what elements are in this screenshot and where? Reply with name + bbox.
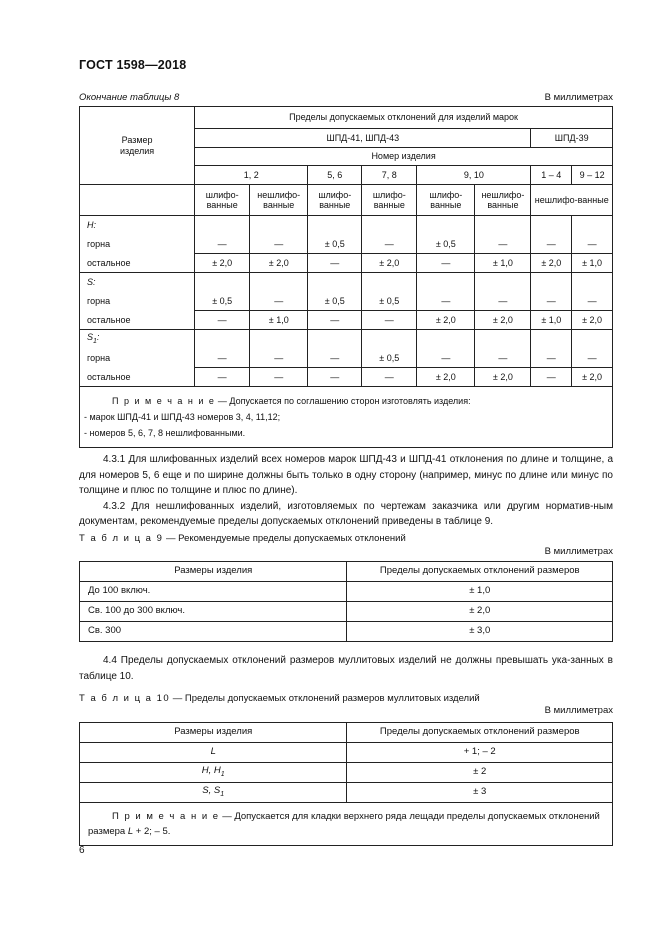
value-cell: — (531, 368, 572, 387)
table9-size: Св. 300 (80, 622, 347, 642)
value-cell: — (362, 235, 417, 254)
table-8 (79, 106, 613, 448)
table10-size: L (80, 743, 347, 763)
table9-size: До 100 включ. (80, 582, 347, 602)
value-cell: ± 2,0 (195, 254, 250, 273)
number-header: Номер изделия (195, 148, 613, 166)
value-cell: ± 2,0 (417, 368, 475, 387)
value-cell: — (195, 349, 250, 368)
value-cell: ± 1,0 (475, 254, 531, 273)
value-cell: ± 2,0 (475, 368, 531, 387)
value-cell: ± 1,0 (250, 311, 308, 330)
row-label: остальное (80, 254, 195, 273)
table8-unit: В миллиметрах (544, 92, 613, 103)
value-cell: — (195, 368, 250, 387)
value-cell: — (308, 311, 362, 330)
value-cell: — (250, 235, 308, 254)
value-cell: — (362, 368, 417, 387)
table8-caption: Окончание таблицы 8 (79, 92, 180, 103)
table9-unit: В миллиметрах (544, 546, 613, 557)
value-cell: ± 2,0 (475, 311, 531, 330)
paragraph-4-4: 4.4 Пределы допускаемых отклонений размеров муллитовых изделий не должны превышать ука-занных в таблице 10. (79, 655, 613, 682)
value-cell: — (250, 368, 308, 387)
table10-col1-header: Размеры изделия (80, 723, 347, 743)
table10-caption: Т а б л и ц а 10 — Пределы допускаемых отклонений размеров муллитовых изделий (79, 693, 480, 704)
value-cell: — (475, 349, 531, 368)
table9-limit: ± 1,0 (347, 582, 613, 602)
unground-header: нешлифо-ванные (250, 185, 308, 216)
note-text: — Допускается по соглашению сторон изготовлять изделия: (215, 396, 471, 406)
value-cell: — (531, 235, 572, 254)
table10-size: S, $S_1$ (80, 783, 347, 803)
value-cell: — (417, 254, 475, 273)
page-number: 6 (79, 845, 85, 856)
brand-a-header: ШПД-41, ШПД-43 (195, 129, 531, 148)
row-label: остальное (80, 311, 195, 330)
table-10 (79, 722, 613, 846)
value-cell: — (531, 292, 572, 311)
value-cell: ± 0,5 (308, 292, 362, 311)
value-cell: ± 0,5 (362, 349, 417, 368)
table8-note (80, 387, 613, 448)
paragraph-4-3 (79, 452, 613, 530)
table10-note: П р и м е ч а н и е — Допускается для кладки верхнего ряда лещади пределы допускаемых отклонений размера L + 2; – 5. (80, 803, 613, 846)
table10-size: H, $H_1$ (80, 763, 347, 783)
note-item: - марок ШПД-41 и ШПД-43 номеров 3, 4, 11,12; (84, 412, 281, 422)
value-cell: — (362, 311, 417, 330)
value-cell: — (531, 349, 572, 368)
number-1-4: 1 – 4 (531, 166, 572, 185)
table9-col1-header: Размеры изделия (80, 562, 347, 582)
limits-header: Пределы допускаемых отклонений для изделий марок (195, 107, 613, 129)
row-label: остальное (80, 368, 195, 387)
note-head: П р и м е ч а н и е (112, 396, 216, 406)
value-cell: — (308, 254, 362, 273)
unground-header: нешлифо-ванные (475, 185, 531, 216)
value-cell: — (250, 292, 308, 311)
group-label: H: (80, 216, 195, 235)
value-cell: — (308, 368, 362, 387)
value-cell: — (475, 235, 531, 254)
size-header: Размер изделия (80, 107, 195, 185)
table10-limit: ± 2 (347, 763, 613, 783)
table9-col2-header: Пределы допускаемых отклонений размеров (347, 562, 613, 582)
table10-limit: ± 3 (347, 783, 613, 803)
paragraph-4-3-2: 4.3.2 Для нешлифованных изделий, изготовляемых по чертежам заказчика или другим норматив-ным документам, рекомендуемые пределы допускаемых отклонений приведены в таблице 9. (79, 500, 613, 527)
value-cell: ± 0,5 (417, 235, 475, 254)
document-header: ГОСТ 1598—2018 (79, 58, 187, 72)
value-cell: ± 0,5 (308, 235, 362, 254)
row-label: горна (80, 235, 195, 254)
value-cell: ± 0,5 (195, 292, 250, 311)
value-cell: — (572, 292, 613, 311)
table9-size: Св. 100 до 300 включ. (80, 602, 347, 622)
number-5-6: 5, 6 (308, 166, 362, 185)
table-9 (79, 561, 613, 642)
value-cell: ± 2,0 (417, 311, 475, 330)
value-cell: ± 2,0 (362, 254, 417, 273)
table9-limit: ± 2,0 (347, 602, 613, 622)
value-cell: — (417, 349, 475, 368)
value-cell: — (308, 349, 362, 368)
number-9-12: 9 – 12 (572, 166, 613, 185)
unground-header: нешлифо-ванные (531, 185, 613, 216)
number-1-2: 1, 2 (195, 166, 308, 185)
ground-header: шлифо-ванные (362, 185, 417, 216)
value-cell: ± 1,0 (531, 311, 572, 330)
number-7-8: 7, 8 (362, 166, 417, 185)
ground-header: шлифо-ванные (417, 185, 475, 216)
ground-header: шлифо-ванные (308, 185, 362, 216)
value-cell: — (572, 235, 613, 254)
table9-caption: Т а б л и ц а 9 — Рекомендуемые пределы допускаемых отклонений (79, 533, 406, 544)
value-cell: ± 2,0 (250, 254, 308, 273)
row-label: горна (80, 349, 195, 368)
value-cell: ± 2,0 (531, 254, 572, 273)
group-label: $S_1$: (80, 330, 195, 349)
value-cell: ± 0,5 (362, 292, 417, 311)
group-label: S: (80, 273, 195, 292)
value-cell: ± 2,0 (572, 368, 613, 387)
value-cell: — (417, 292, 475, 311)
brand-b-header: ШПД-39 (531, 129, 613, 148)
table10-unit: В миллиметрах (544, 705, 613, 716)
note-item: - номеров 5, 6, 7, 8 нешлифованными. (84, 428, 246, 438)
row-label: горна (80, 292, 195, 311)
value-cell: — (475, 292, 531, 311)
table10-limit: + 1; – 2 (347, 743, 613, 763)
ground-header: шлифо-ванные (195, 185, 250, 216)
size-header-cont (80, 185, 195, 216)
value-cell: — (572, 349, 613, 368)
value-cell: ± 2,0 (572, 311, 613, 330)
table9-limit: ± 3,0 (347, 622, 613, 642)
table10-col2-header: Пределы допускаемых отклонений размеров (347, 723, 613, 743)
paragraph-4-3-1: 4.3.1 Для шлифованных изделий всех номеров марок ШПД-43 и ШПД-41 отклонения по длине и толщине, а для номеров 5, 6 еще и по ширине должны быть только в одну сторону (например, минус по длине или минус по толщине и плюс по толщине и плюс по длине). (79, 454, 613, 496)
number-9-10: 9, 10 (417, 166, 531, 185)
value-cell: — (250, 349, 308, 368)
value-cell: — (195, 235, 250, 254)
value-cell: ± 1,0 (572, 254, 613, 273)
value-cell: — (195, 311, 250, 330)
